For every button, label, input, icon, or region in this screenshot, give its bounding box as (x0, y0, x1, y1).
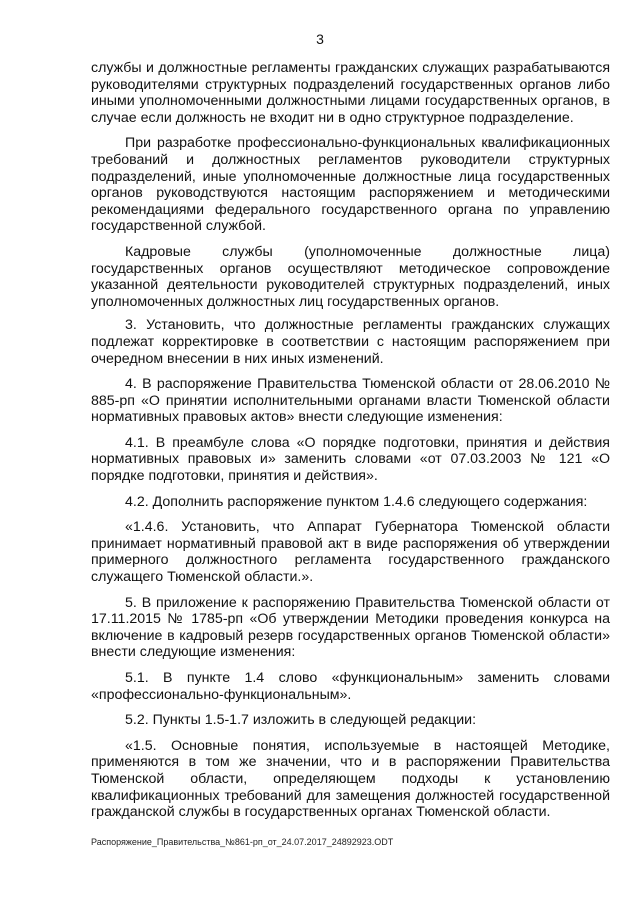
paragraph-continuation: службы и должностные регламенты гражданских служащих разрабатываются руководителями структурных подразделений государственных органов либо иными уполномоченными должностными лицами государственных органов, в случае если должность не входит ни в одно структурное подразделение. (91, 60, 610, 126)
paragraph-item-1-4-6: «1.4.6. Установить, что Аппарат Губернатора Тюменской области принимает нормативный правовой акт в виде распоряжения об утверждении примерного должностного регламента государственного гражданского служащего Тюменской области.». (91, 519, 610, 586)
paragraph-item-5: 5. В приложение к распоряжению Правительства Тюменской области от 17.11.2015 № 1785-рп «Об утверждении Методики проведения конкурса на включение в кадровый резерв государственных органов Тюменской области» внести следующие изменения: (91, 594, 610, 661)
document-footer: Распоряжение_Правительства_№861-рп_от_24.07.2017_24892923.ODT (91, 837, 394, 847)
paragraph-item-5-2: 5.2. Пункты 1.5-1.7 изложить в следующей редакции: (125, 712, 477, 729)
document-body (91, 60, 610, 821)
paragraph-item-1-5: «1.5. Основные понятия, используемые в настоящей Методике, применяются в том же значении, что и в распоряжении Правительства Тюменской области, определяющем подходы к установлению квалификационных требований для замещения должностей государственной гражданской службы в государственных органах Тюменской области. (91, 737, 610, 821)
paragraph-item-4-2: 4.2. Дополнить распоряжение пунктом 1.4.6 следующего содержания: (125, 493, 588, 510)
paragraph-item-4: 4. В распоряжение Правительства Тюменской области от 28.06.2010 № 885-рп «О принятии исполнительными органами власти Тюменской области нормативных правовых актов» внести следующие изменения: (91, 376, 610, 426)
paragraph-item-4-1: 4.1. В преамбуле слова «О порядке подготовки, принятия и действия нормативных правовых и» заменить словами «от 07.03.2003 № 121 «О порядке подготовки, принятия и действия». (91, 434, 610, 485)
paragraph-hr-services: Кадровые службы (уполномоченные должностные лица) государственных органов осуществляют методическое сопровождение указанной деятельности руководителей структурных подразделений, иных уполномоченных должностных лиц государственных органов. (91, 243, 610, 310)
page-number: 3 (316, 31, 324, 47)
paragraph-item-5-1: 5.1. В пункте 1.4 слово «функциональным» заменить словами «профессионально-функциональным». (91, 670, 610, 703)
paragraph-item-3: 3. Установить, что должностные регламенты гражданских служащих подлежат корректировке в соответствии с настоящим распоряжением при очередном внесении в них иных изменений. (91, 317, 610, 367)
paragraph-development: При разработке профессионально-функциональных квалификационных требований и должностных регламентов руководители структурных подразделений, иные уполномоченные должностные лица государственных органов руководствуются настоящим распоряжением и методическими рекомендациями федерального государственного органа по управлению государственной службой. (91, 135, 610, 235)
